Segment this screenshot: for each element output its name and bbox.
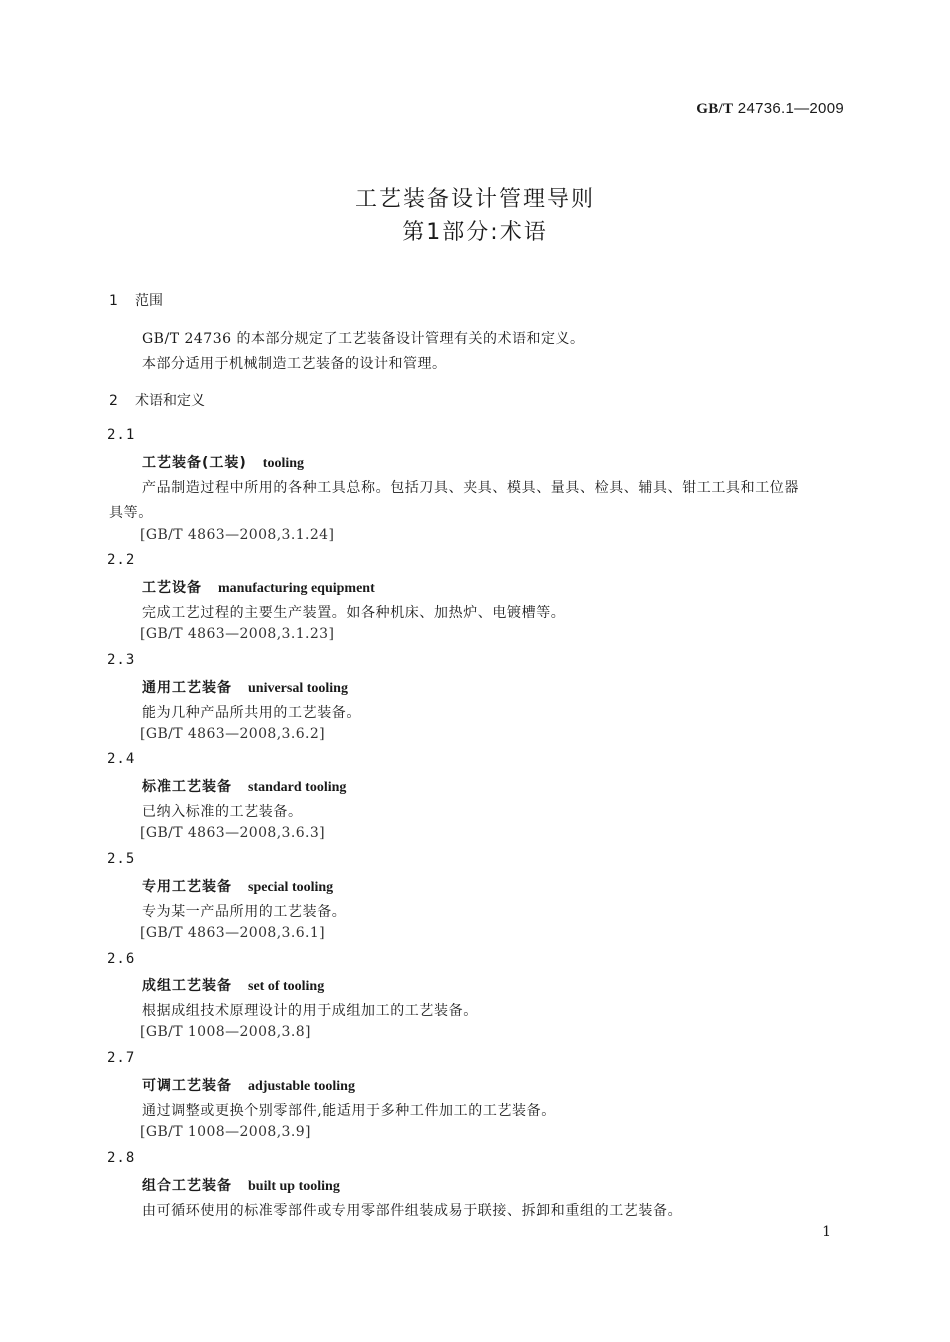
term-number: 2.6 (107, 951, 136, 967)
term-definition: 由可循环使用的标准零部件或专用零部件组装成易于联接、拆卸和重组的工艺装备。 (142, 1203, 683, 1219)
term-source: [GB/T 4863—2008,3.1.24] (140, 527, 335, 543)
term-chinese: 标准工艺装备 (142, 779, 232, 795)
term-heading (142, 876, 333, 896)
term-number: 2.3 (107, 652, 136, 668)
term-english: adjustable tooling (248, 1079, 355, 1094)
term-definition: 完成工艺过程的主要生产装置。如各种机床、加热炉、电镀槽等。 (142, 605, 566, 621)
term-chinese: 可调工艺装备 (142, 1078, 232, 1094)
standard-code-number: 24736.1—2009 (737, 100, 844, 117)
page-number: 1 (822, 1224, 831, 1240)
term-definition: 能为几种产品所共用的工艺装备。 (142, 705, 361, 721)
section-heading-terms (109, 390, 205, 410)
term-number: 2.2 (107, 552, 136, 568)
term-english: manufacturing equipment (218, 581, 375, 596)
term-source: [GB/T 4863—2008,3.6.2] (140, 726, 326, 742)
term-chinese: 成组工艺装备 (142, 978, 232, 994)
term-english: built up tooling (248, 1179, 340, 1194)
term-definition-continued: 具等。 (109, 505, 153, 521)
term-definition: 根据成组技术原理设计的用于成组加工的工艺装备。 (142, 1003, 478, 1019)
standard-code (696, 100, 844, 118)
scope-paragraph-2: 本部分适用于机械制造工艺装备的设计和管理。 (142, 356, 447, 372)
term-chinese: 专用工艺装备 (142, 879, 232, 895)
term-source: [GB/T 1008—2008,3.9] (140, 1124, 311, 1140)
term-chinese: 工艺装备(工装) (142, 455, 247, 471)
term-english: tooling (262, 456, 305, 471)
scope-paragraph-1: GB/T 24736 的本部分规定了工艺装备设计管理有关的术语和定义。 (142, 331, 585, 347)
term-english: special tooling (248, 880, 334, 895)
term-source: [GB/T 4863—2008,3.1.23] (140, 626, 335, 642)
section-title: 术语和定义 (135, 393, 205, 409)
term-source: [GB/T 4863—2008,3.6.3] (140, 825, 326, 841)
term-heading (142, 1075, 355, 1095)
term-english: set of tooling (248, 979, 325, 994)
term-definition: 产品制造过程中所用的各种工具总称。包括刀具、夹具、模具、量具、检具、辅具、钳工工具和工位器 (142, 480, 799, 496)
section-heading-scope (109, 290, 163, 310)
term-heading (142, 677, 348, 697)
term-heading (142, 1175, 340, 1195)
term-chinese: 通用工艺装备 (142, 680, 232, 696)
term-number: 2.4 (107, 751, 136, 767)
term-definition: 通过调整或更换个别零部件,能适用于多种工件加工的工艺装备。 (142, 1103, 556, 1119)
term-definition: 已纳入标准的工艺装备。 (142, 804, 303, 820)
document-subtitle: 第1部分:术语 (402, 220, 548, 245)
term-english: universal tooling (248, 681, 348, 696)
term-heading (142, 452, 304, 472)
term-chinese: 工艺设备 (142, 580, 202, 596)
term-heading (142, 776, 346, 796)
term-definition: 专为某一产品所用的工艺装备。 (142, 904, 347, 920)
section-number: 2 (109, 393, 118, 409)
section-title: 范围 (135, 293, 163, 309)
term-number: 2.1 (107, 427, 136, 443)
term-heading (142, 577, 375, 597)
section-number: 1 (109, 293, 118, 309)
term-source: [GB/T 1008—2008,3.8] (140, 1024, 311, 1040)
term-heading (142, 975, 324, 995)
document-title: 工艺装备设计管理导则 (354, 187, 595, 212)
term-number: 2.5 (107, 851, 136, 867)
term-chinese: 组合工艺装备 (142, 1178, 232, 1194)
standard-code-prefix: GB/T (696, 101, 734, 117)
term-number: 2.7 (107, 1050, 136, 1066)
term-number: 2.8 (107, 1150, 136, 1166)
term-source: [GB/T 4863—2008,3.6.1] (140, 925, 326, 941)
term-english: standard tooling (248, 780, 347, 795)
